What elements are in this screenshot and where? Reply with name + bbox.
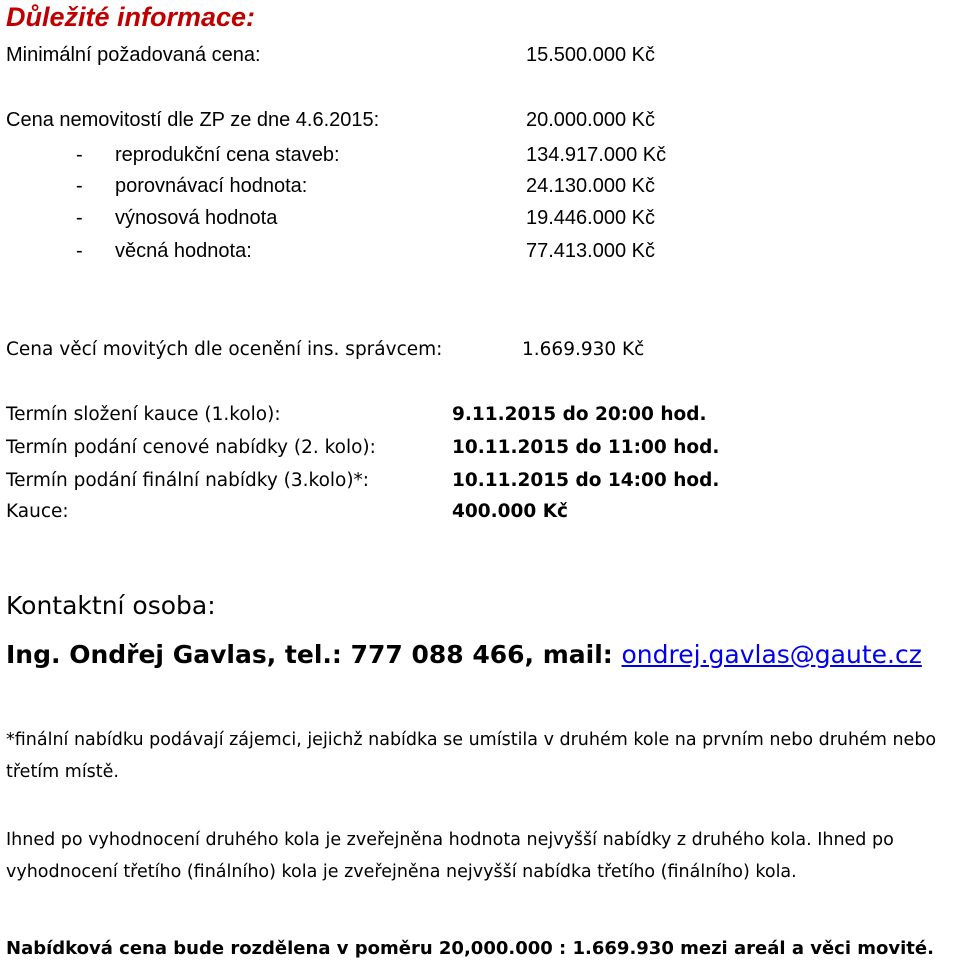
valuation-item-bullet: -: [76, 240, 83, 262]
contact-heading: Kontaktní osoba:: [6, 591, 216, 620]
deadline-value: 10.11.2015 do 14:00 hod.: [452, 470, 720, 491]
deadline-row: [0, 497, 960, 527]
deadline-label: Termín složení kauce (1.kolo):: [6, 404, 281, 425]
price-split-note: Nabídková cena bude rozdělena v poměru 20,000.000 : 1.669.930 mezi areál a věci movité.: [6, 938, 934, 959]
deadline-label: Termín podání cenové nabídky (2. kolo):: [6, 437, 376, 458]
deadline-value: 9.11.2015 do 20:00 hod.: [452, 404, 707, 425]
contact-email-link[interactable]: ondrej.gavlas@gaute.cz: [621, 640, 922, 669]
movables-value: 1.669.930 Kč: [522, 339, 645, 360]
deadline-row: [0, 400, 960, 430]
valuation-value: 20.000.000 Kč: [526, 109, 655, 131]
deadline-label: Kauce:: [6, 501, 69, 522]
valuation-item-value: 19.446.000 Kč: [526, 207, 655, 229]
valuation-item-bullet: -: [76, 175, 83, 197]
min-price-label: Minimální požadovaná cena:: [6, 44, 261, 66]
valuation-row: [0, 105, 960, 135]
valuation-item-label: výnosová hodnota: [115, 207, 278, 229]
deadline-row: [0, 466, 960, 496]
min-price-value: 15.500.000 Kč: [526, 44, 655, 66]
disclosure-paragraph: Ihned po vyhodnocení druhého kola je zveřejněna hodnota nejvyšší nabídky z druhého kola. Ihned po vyhodnocení třetího (finálního) kola je zveřejněna nejvyšší nabídka třetího (finálního) kola.: [6, 830, 894, 882]
valuation-item-row: [0, 203, 960, 233]
valuation-item-value: 24.130.000 Kč: [526, 175, 655, 197]
valuation-item-label: porovnávací hodnota:: [115, 175, 308, 197]
deadline-label: Termín podání finální nabídky (3.kolo)*:: [6, 470, 370, 491]
contact-line: [6, 636, 922, 674]
contact-details: Ing. Ondřej Gavlas, tel.: 777 088 466, mail:: [6, 640, 622, 669]
valuation-item-row: [0, 236, 960, 266]
valuation-item-label: reprodukční cena staveb:: [115, 144, 340, 166]
valuation-item-bullet: -: [76, 144, 83, 166]
deadline-value: 10.11.2015 do 11:00 hod.: [452, 437, 720, 458]
valuation-label: Cena nemovitostí dle ZP ze dne 4.6.2015:: [6, 109, 380, 131]
movables-label: Cena věcí movitých dle ocenění ins. správcem:: [6, 339, 443, 360]
deadline-value: 400.000 Kč: [452, 501, 569, 522]
footnote: *finální nabídku podávají zájemci, jejichž nabídka se umístila v druhém kole na prvním nebo druhém nebo třetím místě.: [6, 730, 937, 782]
valuation-item-row: [0, 140, 960, 170]
valuation-item-row: [0, 171, 960, 201]
valuation-item-value: 134.917.000 Kč: [526, 144, 667, 166]
deadline-row: [0, 433, 960, 463]
page-title: Důležité informace:: [6, 2, 256, 32]
movables-row: [0, 335, 960, 365]
valuation-item-value: 77.413.000 Kč: [526, 240, 655, 262]
min-price-row: [0, 40, 960, 70]
valuation-item-bullet: -: [76, 207, 83, 229]
valuation-item-label: věcná hodnota:: [115, 240, 252, 262]
